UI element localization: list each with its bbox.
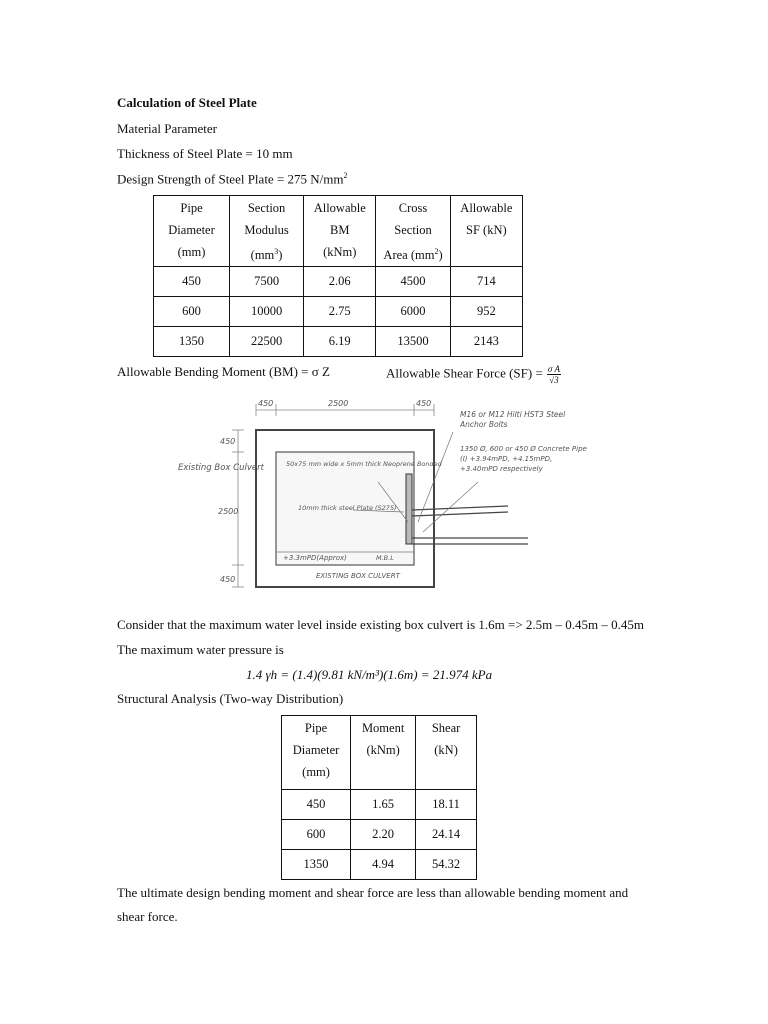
dim-top-2: 2500 [328,399,349,408]
header-cell: Pipe Diameter (mm) [282,716,351,790]
dim-top-1: 450 [258,399,274,408]
header-cell: Section Modulus $(mm^3)$ [230,196,304,267]
table-cell: 2.75 [304,297,376,327]
header-cell: Shear (kN) [416,716,477,790]
table-cell: 1350 [282,850,351,880]
table-cell: 24.14 [416,820,477,850]
table-cell: 6000 [376,297,450,327]
table-cell: 1350 [154,327,230,357]
label-culvert: EXISTING BOX CULVERT [316,572,400,580]
table-cell: 2143 [450,327,522,357]
header-cell: Allowable BM (kNm) [304,196,376,267]
design-strength-sup: 2 [343,171,348,180]
table-cell: 450 [282,790,351,820]
table-cell: 714 [450,267,522,297]
sf-fraction: $\frac{\text{σ A}}{√3}$ [547,364,560,385]
page-heading: Calculation of Steel Plate [117,95,257,110]
structural-analysis-text: Structural Analysis (Two-way Distribution) [117,691,344,706]
design-strength-text [117,171,348,187]
table-cell: 600 [154,297,230,327]
table-cell: 1.65 [351,790,416,820]
label-existing: Existing Box Culvert [178,463,264,473]
box-culvert-sketch [178,392,588,592]
label-m16: M16 or M12 Hilti HST3 Steel Anchor Bolts [460,410,566,429]
table-header-row [282,716,477,790]
pressure-equation: 1.4 γh = (1.4)(9.81 kN/m³)(1.6m) = 21.974 kPa [246,667,493,682]
dim-left-1: 450 [220,437,236,446]
table-cell: 450 [154,267,230,297]
sf-formula [386,364,561,385]
header-cell: Allowable SF (kN) [450,196,522,267]
table-row [282,850,477,880]
structural-analysis-table [281,715,477,880]
dim-left-3: 450 [220,575,236,584]
table-cell: 7500 [230,267,304,297]
table-row [282,820,477,850]
table-header-row [154,196,523,267]
material-parameter-label: Material Parameter [117,121,217,136]
consider-text: Consider that the maximum water level inside existing box culvert is 1.6m => 2.5m – 0.45m – 0.45m [117,617,645,632]
table-cell: 2.20 [351,820,416,850]
table-cell: 600 [282,820,351,850]
label-pipes: 1350 Ø, 600 or 450 Ø Concrete Pipe (I) +3.94mPD, +4.15mPD, +3.40mPD respectively [460,445,587,473]
header-cell: Moment (kNm) [351,716,416,790]
conclusion-line-2: shear force. [117,909,178,924]
table-row [154,297,523,327]
label-rubber: 50x75 mm wide x 5mm thick Neoprene Bonded [286,460,442,468]
label-mbl: M.B.L [376,554,394,562]
label-plate: 10mm thick steel Plate (S275) [298,504,397,512]
sf-formula-label: Allowable Shear Force (SF) = [386,365,543,381]
table-cell: 13500 [376,327,450,357]
header-cell: Cross Section Area $(mm^2)$ [376,196,450,267]
table-cell: 22500 [230,327,304,357]
label-level: +3.3mPD(Approx) [283,554,347,562]
table-cell: 54.32 [416,850,477,880]
table-row [154,327,523,357]
table-cell: 4500 [376,267,450,297]
table-row [282,790,477,820]
max-pressure-text: The maximum water pressure is [117,642,284,657]
table-cell: 6.19 [304,327,376,357]
thickness-text: Thickness of Steel Plate = 10 mm [117,146,293,161]
table-cell: 18.11 [416,790,477,820]
conclusion-line-1: The ultimate design bending moment and shear force are less than allowable bending moment and [117,885,629,900]
dim-left-2: 2500 [218,507,239,516]
dim-top-3: 450 [416,399,432,408]
header-cell: Pipe Diameter (mm) [154,196,230,267]
design-strength-main: Design Strength of Steel Plate = 275 N/mm [117,171,344,187]
table-cell: 4.94 [351,850,416,880]
allowable-capacity-table [153,195,523,357]
table-row [154,267,523,297]
table-cell: 952 [450,297,522,327]
table-cell: 2.06 [304,267,376,297]
formula-row [117,364,577,388]
table-cell: 10000 [230,297,304,327]
bm-formula: Allowable Bending Moment (BM) = σ Z [117,364,330,379]
